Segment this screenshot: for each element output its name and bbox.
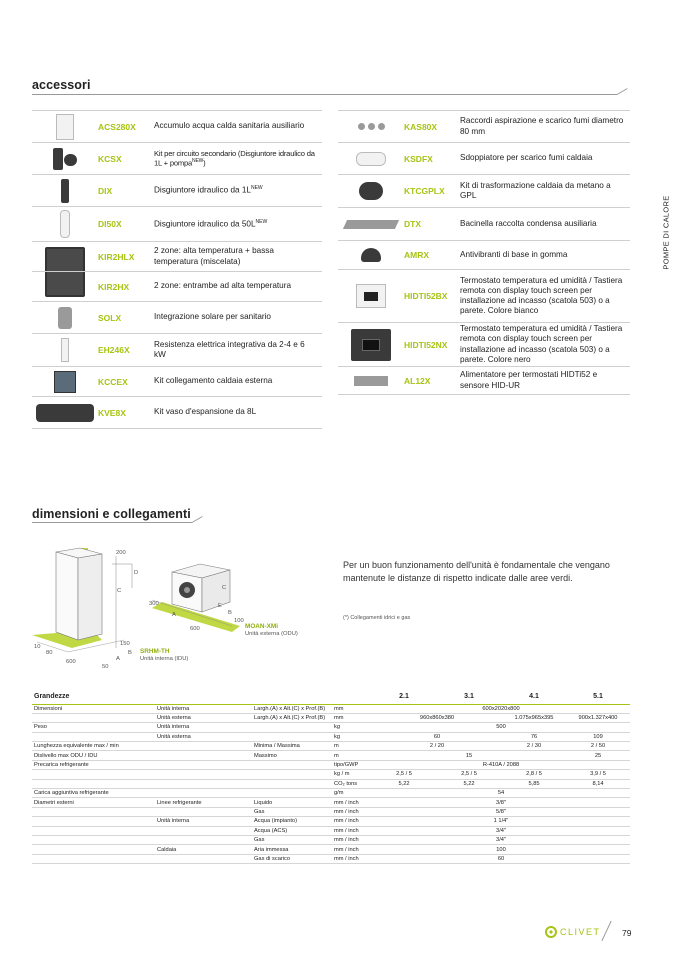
- specs-cell-u: mm: [332, 713, 372, 722]
- specs-cell-u: kg: [332, 732, 372, 741]
- zone-kit-group: [32, 242, 322, 302]
- specs-cell-c: [252, 779, 332, 788]
- accessory-code: KTCGPLX: [404, 186, 445, 196]
- specs-row: [32, 760, 630, 769]
- specs-value: 54: [372, 789, 630, 798]
- specs-cell-a: [32, 835, 155, 844]
- specs-cell-u: mm / inch: [332, 798, 372, 807]
- specs-value: 5,85: [502, 779, 566, 788]
- specs-row: [32, 835, 630, 844]
- dim-mark-200: 200: [116, 550, 126, 556]
- specs-cell-a: [32, 817, 155, 826]
- specs-cell-a: Lunghezza equivalente max / min: [32, 742, 155, 751]
- specs-cell-b: [155, 760, 252, 769]
- specs-cell-u: tipo/GWP: [332, 760, 372, 769]
- accessory-description: Kit vaso d'espansione da 8L: [154, 407, 257, 417]
- specs-cell-b: Unità interna: [155, 817, 252, 826]
- dim-mark-e: E: [218, 603, 222, 609]
- specs-cell-u: mm / inch: [332, 835, 372, 844]
- specs-cell-a: Dislivello max ODU / IDU: [32, 751, 155, 760]
- specs-value: 2,5 / 5: [372, 770, 436, 779]
- specs-cell-a: [32, 770, 155, 779]
- specs-cell-u: mm: [332, 704, 372, 713]
- power-supply-icon: [338, 367, 404, 394]
- flue-splitter-icon: [338, 143, 404, 174]
- dim-mark-600b: 600: [66, 659, 76, 665]
- specs-row: [32, 732, 630, 741]
- specs-cell-u: mm / inch: [332, 854, 372, 863]
- specs-model-header: 3.1: [436, 690, 502, 704]
- specs-value: 3/8": [372, 798, 630, 807]
- specs-cell-a: [32, 732, 155, 741]
- specs-cell-b: [155, 770, 252, 779]
- accessory-description: Kit di trasformazione caldaia da metano a GPL: [460, 180, 611, 200]
- specs-row: [32, 817, 630, 826]
- specs-value: 3,9 / 5: [566, 770, 630, 779]
- specs-cell-c: Largh.(A) x Alt.(C) x Prof.(B): [252, 713, 332, 722]
- dim-mark-c-right: C: [222, 585, 227, 591]
- accessory-code: KCCEX: [98, 376, 128, 387]
- accessory-code: DI50X: [98, 219, 122, 229]
- specs-cell-a: [32, 779, 155, 788]
- accessory-code: ACS280X: [98, 121, 136, 132]
- dim-mark-c: C: [117, 588, 122, 594]
- accessory-code: AMRX: [404, 250, 430, 260]
- specs-cell-b: [155, 854, 252, 863]
- specs-cell-a: [32, 854, 155, 863]
- specs-cell-u: kg / m: [332, 770, 372, 779]
- specs-value: 5,22: [372, 779, 436, 788]
- specs-cell-c: [252, 770, 332, 779]
- specs-cell-u: mm / inch: [332, 817, 372, 826]
- specs-cell-b: [155, 807, 252, 816]
- specs-row: [32, 845, 630, 854]
- dimensions-title-rule: [32, 522, 192, 523]
- accessory-row: [32, 334, 322, 367]
- specs-row: [32, 742, 630, 751]
- accessory-code: KIR2HLX: [98, 251, 135, 262]
- accessory-row: [32, 397, 322, 429]
- specs-cell-u: kg: [332, 723, 372, 732]
- dim-mark-50: 50: [102, 664, 109, 670]
- installation-diagram-drawing: [32, 540, 332, 670]
- specs-cell-b: Caldaia: [155, 845, 252, 854]
- specs-row: [32, 751, 630, 760]
- accessory-description: Kit per circuito secondario (Disgiuntore idraulico da 1L + pompa$^{NEW}$): [154, 148, 315, 168]
- dim-mark-a-right: A: [172, 612, 176, 618]
- thermostat-black-icon: [338, 323, 404, 366]
- accessory-code: KIR2HX: [98, 281, 130, 292]
- accessory-row: [338, 175, 630, 208]
- cylinder-icon: [32, 207, 98, 241]
- specs-cell-c: Liquido: [252, 798, 332, 807]
- accessory-description: Antivibranti di base in gomma: [460, 249, 568, 259]
- accessory-code: HIDTI52NX: [404, 339, 448, 350]
- specs-value: 15: [372, 751, 566, 760]
- specs-cell-b: [155, 826, 252, 835]
- solar-valve-icon: [32, 302, 98, 333]
- thermostat-white-icon: [338, 270, 404, 322]
- specs-cell-a: Dimensioni: [32, 704, 155, 713]
- gas-kit-icon: [338, 175, 404, 207]
- specs-value: 100: [372, 845, 630, 854]
- specs-cell-a: Precarica refrigerante: [32, 760, 155, 769]
- specs-cell-c: Gas di scarico: [252, 854, 332, 863]
- boiler-kit-icon: [32, 367, 98, 396]
- page-number: 79: [622, 928, 632, 938]
- specs-cell-c: Gas: [252, 835, 332, 844]
- installation-diagram: [32, 540, 332, 670]
- footer-divider: [601, 921, 611, 941]
- specs-cell-b: [155, 742, 252, 751]
- accessories-list-right: [338, 110, 630, 395]
- specs-model-header: 4.1: [502, 690, 566, 704]
- accessory-row: [338, 270, 630, 323]
- accessory-row: [338, 208, 630, 241]
- dim-mark-b-right: B: [228, 610, 232, 616]
- accessory-description: Kit collegamento caldaia esterna: [154, 376, 273, 386]
- specs-cell-c: Minima / Massima: [252, 742, 332, 751]
- specs-row: [32, 798, 630, 807]
- specs-value: 1 1/4": [372, 817, 630, 826]
- specs-cell-c: [252, 760, 332, 769]
- accessory-row: [32, 242, 322, 272]
- specs-cell-u: g/m: [332, 789, 372, 798]
- specs-cell-u: mm / inch: [332, 845, 372, 854]
- accessory-description: Resistenza elettrica integrativa da 2-4 e 6 kW: [154, 339, 305, 359]
- specs-cell-b: Unità esterna: [155, 732, 252, 741]
- accessories-title-rule: [32, 94, 617, 95]
- specs-cell-b: Linee refrigerante: [155, 798, 252, 807]
- specs-cell-u: CO₂ tons: [332, 779, 372, 788]
- clearance-description: Per un buon funzionamento dell'unità è fondamentale che vengano mantenute le distanze di rispetto indicate dalle aree verdi.: [343, 560, 610, 583]
- accessory-row: [338, 143, 630, 175]
- dim-mark-100: 100: [234, 618, 244, 624]
- specs-value: 3/4": [372, 835, 630, 844]
- specs-row: [32, 770, 630, 779]
- outdoor-unit-sublabel: Unità esterna (ODU): [245, 631, 298, 637]
- accessory-description: Termostato temperatura ed umidità / Tastiera remota con display touch screen per installazione ad incasso (scatola 503) o a parete. Colore nero: [460, 324, 623, 364]
- specs-cell-b: [155, 789, 252, 798]
- accessory-code: AL12X: [404, 375, 431, 386]
- accessory-row: [338, 323, 630, 367]
- dim-mark-b: B: [128, 650, 132, 656]
- accessory-code: KSDFX: [404, 153, 433, 164]
- specs-cell-c: Gas: [252, 807, 332, 816]
- dimensions-section-title: dimensioni e collegamenti: [32, 507, 191, 521]
- specs-model-header: 5.1: [566, 690, 630, 704]
- accessory-code: KCSX: [98, 153, 122, 164]
- accessory-row: [32, 367, 322, 397]
- accessory-description: 2 zone: entrambe ad alta temperatura: [154, 281, 291, 291]
- specs-cell-c: [252, 789, 332, 798]
- specs-value: 2,5 / 5: [436, 770, 502, 779]
- accessory-description: Alimentatore per termostati HIDTi52 e sensore HID-UR: [460, 370, 598, 390]
- specs-row: [32, 807, 630, 816]
- specs-row: [32, 779, 630, 788]
- fittings-icon: [338, 111, 404, 142]
- accessory-row: [32, 110, 322, 143]
- specs-cell-c: [252, 723, 332, 732]
- accessory-description: Raccordi aspirazione e scarico fumi diametro 80 mm: [460, 116, 624, 136]
- specs-value: 5/8": [372, 807, 630, 816]
- indoor-unit-label: SRHM-TH: [140, 648, 170, 655]
- specs-cell-b: [155, 751, 252, 760]
- expansion-vessel-icon: [32, 397, 98, 428]
- accessory-row: [32, 272, 322, 302]
- connections-footnote: (*) Collegamenti idrici e gas: [343, 615, 411, 621]
- specs-cell-c: [252, 732, 332, 741]
- specs-value: 2,8 / 5: [502, 770, 566, 779]
- accessory-description: 2 zone: alta temperatura + bassa temperatura (miscelata): [154, 246, 274, 266]
- specs-value: 1.075x965x395: [502, 713, 566, 722]
- accessory-description: Integrazione solare per sanitario: [154, 312, 271, 322]
- dim-mark-600a: 600: [190, 626, 200, 632]
- specs-value: 25: [566, 751, 630, 760]
- specs-value: 3/4": [372, 826, 630, 835]
- accessory-description: Termostato temperatura ed umidità / Tastiera remota con display touch screen per installazione ad incasso (scatola 503) o a parete. Colore bianco: [460, 275, 623, 316]
- accessory-row: [32, 302, 322, 334]
- specs-header-row: [32, 690, 630, 704]
- specs-cell-a: Carica aggiuntiva refrigerante: [32, 789, 155, 798]
- specs-value: R-410A / 2088: [372, 760, 630, 769]
- specifications-table: [32, 690, 630, 864]
- specs-value: 76: [502, 732, 566, 741]
- outdoor-unit-label: MOAN-XMi: [245, 623, 279, 630]
- brand-logo-icon: [545, 926, 557, 938]
- specs-cell-c: Massimo: [252, 751, 332, 760]
- specs-cell-b: [155, 835, 252, 844]
- specs-cell-u: m: [332, 751, 372, 760]
- separator-icon: [32, 175, 98, 206]
- dim-mark-80: 80: [46, 650, 53, 656]
- dim-mark-150: 150: [120, 641, 130, 647]
- specs-value: 2 / 20: [372, 742, 502, 751]
- specs-cell-b: Unità interna: [155, 704, 252, 713]
- tank-icon: [32, 111, 98, 142]
- specs-cell-c: Largh.(A) x Alt.(C) x Prof.(B): [252, 704, 332, 713]
- specs-value: 2 / 30: [502, 742, 566, 751]
- specs-value: 60: [372, 854, 630, 863]
- specs-cell-b: Unità esterna: [155, 713, 252, 722]
- specs-value: 960x860x380: [372, 713, 502, 722]
- specs-cell-a: [32, 713, 155, 722]
- dim-mark-d: D: [134, 570, 139, 576]
- specs-row: [32, 854, 630, 863]
- accessory-row: [338, 241, 630, 270]
- indoor-unit-sublabel: Unità interna (IDU): [140, 656, 189, 662]
- tray-icon: [338, 208, 404, 240]
- specs-value: 2 / 50: [566, 742, 630, 751]
- specs-cell-a: [32, 807, 155, 816]
- heater-icon: [32, 334, 98, 366]
- dim-mark-a: A: [116, 656, 120, 662]
- accessory-description: Disgiuntore idraulico da $1L^{NEW}$: [154, 185, 263, 195]
- specs-row: [32, 723, 630, 732]
- specs-cell-a: [32, 826, 155, 835]
- specs-cell-c: Acqua (ACS): [252, 826, 332, 835]
- accessory-description: Accumulo acqua calda sanitaria ausiliario: [154, 121, 305, 131]
- brand-logo: [545, 926, 601, 938]
- specs-value: 60: [372, 732, 502, 741]
- accessories-title-rule-end: [617, 88, 628, 95]
- specs-cell-u: mm / inch: [332, 826, 372, 835]
- specs-value: 8,14: [566, 779, 630, 788]
- accessory-row: [32, 207, 322, 242]
- dimensions-title-rule-end: [192, 516, 203, 523]
- accessory-row: [32, 175, 322, 207]
- specs-value: 900x1.327x400: [566, 713, 630, 722]
- accessory-description: Disgiuntore idraulico da $50L^{NEW}$: [154, 218, 268, 229]
- accessory-row: [338, 110, 630, 143]
- specs-cell-a: Peso: [32, 723, 155, 732]
- specs-row: [32, 789, 630, 798]
- brand-name: CLIVET: [560, 927, 601, 937]
- specs-cell-b: Unità interna: [155, 723, 252, 732]
- dim-mark-10: 10: [34, 644, 41, 650]
- accessory-code: HIDTI52BX: [404, 291, 448, 301]
- side-category-label: POMPE DI CALORE: [661, 195, 671, 270]
- specs-row: [32, 713, 630, 722]
- specs-cell-a: Diametri esterni: [32, 798, 155, 807]
- specs-value: 5,22: [436, 779, 502, 788]
- specs-header-label: Grandezze: [32, 690, 372, 704]
- specs-cell-u: m: [332, 742, 372, 751]
- accessory-description: Bacinella raccolta condensa ausiliaria: [460, 218, 597, 228]
- dim-mark-300: 300: [149, 601, 159, 607]
- accessory-code: KVE8X: [98, 407, 126, 418]
- accessory-code: SOLX: [98, 312, 122, 323]
- pump-kit-icon: [32, 143, 98, 174]
- specs-model-header: 2.1: [372, 690, 436, 704]
- accessory-row: [338, 367, 630, 395]
- specs-cell-b: [155, 779, 252, 788]
- specs-cell-c: Acqua (impianto): [252, 817, 332, 826]
- accessory-code: KAS80X: [404, 121, 438, 132]
- accessory-code: DIX: [98, 185, 113, 196]
- specs-row: [32, 704, 630, 713]
- accessories-list-left: [32, 110, 322, 429]
- antivibration-icon: [338, 241, 404, 269]
- accessory-code: EH246X: [98, 345, 130, 355]
- specs-value: 600x2020x800: [372, 704, 630, 713]
- accessory-description: Sdoppiatore per scarico fumi caldaia: [460, 153, 593, 163]
- specs-value: 500: [372, 723, 630, 732]
- specs-row: [32, 826, 630, 835]
- specs-cell-a: [32, 845, 155, 854]
- specs-value: 109: [566, 732, 630, 741]
- specs-cell-u: mm / inch: [332, 807, 372, 816]
- accessory-row: [32, 143, 322, 175]
- accessory-code: DTX: [404, 219, 421, 229]
- specs-cell-c: Aria immessa: [252, 845, 332, 854]
- accessories-section-title: accessori: [32, 78, 91, 92]
